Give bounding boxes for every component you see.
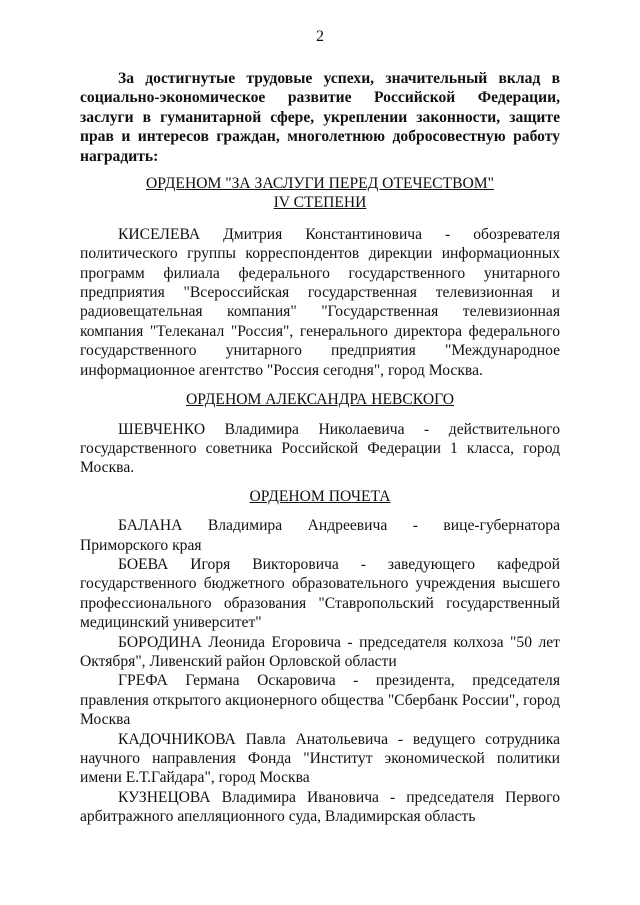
order-heading	[80, 390, 560, 409]
awardee-entry: БАЛАНА Владимира Андреевича - вице-губернатора Приморского края	[80, 517, 560, 554]
order-heading-line: ОРДЕНОМ ПОЧЕТА	[249, 487, 391, 505]
order-heading-line: ОРДЕНОМ АЛЕКСАНДРА НЕВСКОГО	[186, 391, 454, 409]
awardee-entry: БОРОДИНА Леонида Егоровича - председателя колхоза "50 лет Октября", Ливенский район Орловской области	[80, 633, 560, 670]
order-section-nevsky	[80, 390, 560, 478]
awardee-entry: ШЕВЧЕНКО Владимира Николаевича - действительного государственного советника Российской Федерации 1 класса, город Москва.	[80, 420, 560, 477]
decree-body	[80, 69, 560, 827]
page-number: 2	[316, 28, 324, 45]
awardee-entry: КУЗНЕЦОВА Владимира Ивановича - председателя Первого арбитражного апелляционного суда, Владимирская область	[80, 788, 560, 826]
order-heading	[80, 487, 560, 506]
awardee-list	[80, 225, 560, 380]
order-heading-line: ОРДЕНОМ "ЗА ЗАСЛУГИ ПЕРЕД ОТЕЧЕСТВОМ"	[146, 175, 494, 193]
awardee-entry: КАДОЧНИКОВА Павла Анатольевича - ведущего сотрудника научного направления Фонда "Институт экономической политики имени Е.Т.Гайдара", город Москва	[80, 730, 560, 787]
order-section-fatherland	[80, 174, 560, 380]
awardee-list	[80, 516, 560, 827]
awardee-entry: БОЕВА Игоря Викторовича - заведующего кафедрой государственного бюджетного образовательного учреждения высшего профессионального образования "Ставропольский государственный медицинский университет"	[80, 555, 560, 632]
intro-paragraph: За достигнутые трудовые успехи, значительный вклад в социально-экономическое развитие Российской Федерации, заслуги в гуманитарной сфере, укреплении законности, защите прав и интересов граждан, многолетнюю добросовестную работу наградить:	[80, 70, 560, 165]
awardee-list	[80, 420, 560, 478]
awardee-entry: ГРЕФА Германа Оскаровича - президента, председателя правления открытого акционерного общества "Сбербанк России", город Москва	[80, 672, 560, 729]
order-heading-degree: IV СТЕПЕНИ	[273, 194, 367, 212]
awardee-entry: КИСЕЛЕВА Дмитрия Константиновича - обозревателя политического группы корреспондентов дирекции информационных программ филиала федерального государственного унитарного предприятия "Всероссийская государственная телевизионная и радиовещательная компания" "Государственная телевизионная компания "Телеканал "Россия", генерального директора федерального государственного унитарного предприятия "Международное информационное агентство "Россия сегодня", город Москва.	[80, 225, 560, 379]
order-section-honor	[80, 487, 560, 827]
order-heading	[80, 174, 560, 213]
